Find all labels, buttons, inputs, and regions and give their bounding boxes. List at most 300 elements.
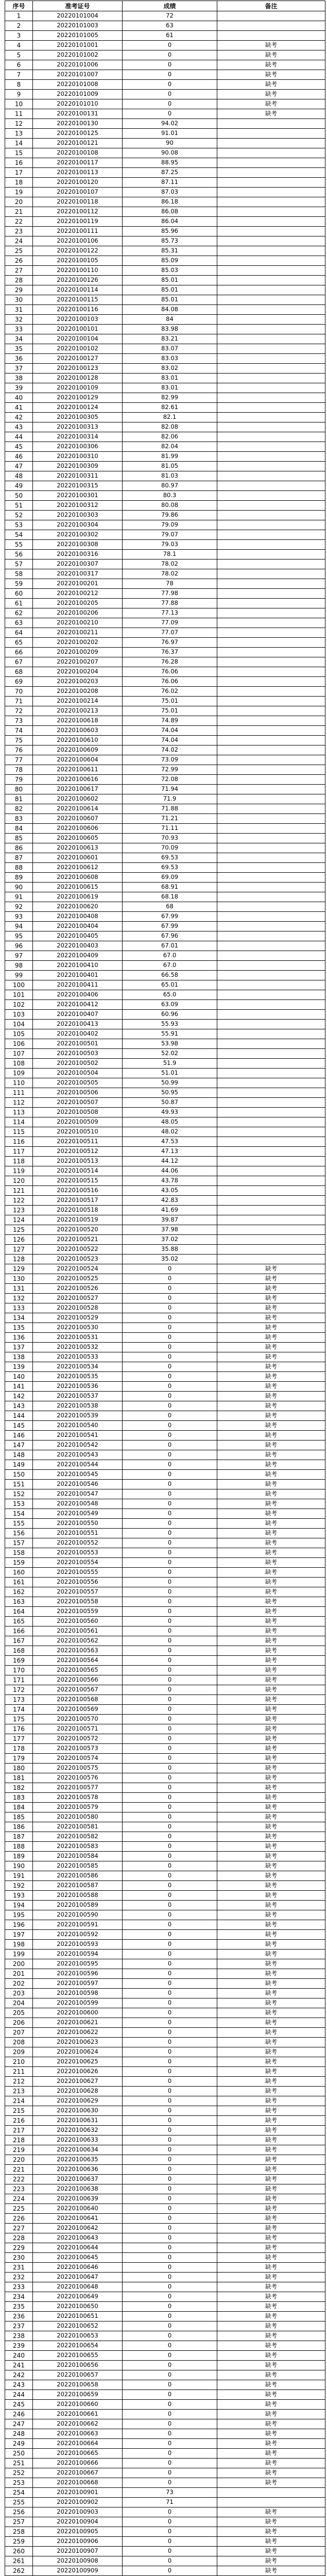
row-seq: 229 [5,2243,33,2253]
row-seq: 180 [5,1764,33,1773]
row-seq: 248 [5,2429,33,2439]
row-note: 缺考 [217,1284,325,1294]
row-score: 0 [123,2018,217,2028]
row-note: 缺考 [217,1470,325,1480]
row-exam-id: 20220100569 [33,1705,123,1715]
row-score: 0 [123,1352,217,1362]
table-row [5,1901,325,1910]
row-exam-id: 20220100538 [33,1401,123,1411]
row-seq: 46 [5,452,33,462]
row-seq: 116 [5,1137,33,1147]
row-note [217,207,325,217]
row-seq: 38 [5,374,33,383]
table-row [5,325,325,334]
row-score: 85.09 [123,256,217,266]
row-score: 39.87 [123,1215,217,1225]
row-score: 61 [123,31,217,41]
row-note: 缺考 [217,2302,325,2312]
row-note: 缺考 [217,1617,325,1626]
row-note [217,452,325,462]
row-score: 0 [123,1597,217,1607]
row-seq: 21 [5,207,33,217]
table-row [5,2556,325,2566]
row-exam-id: 20220100553 [33,1548,123,1558]
row-seq: 80 [5,785,33,794]
row-seq: 261 [5,2556,33,2566]
table-row [5,912,325,922]
row-score: 0 [123,1675,217,1685]
table-row [5,1235,325,1245]
row-note: 缺考 [217,2194,325,2204]
row-note [217,1206,325,1215]
table-row [5,2498,325,2507]
row-seq: 246 [5,2410,33,2419]
row-exam-id: 20220100609 [33,745,123,755]
row-seq: 45 [5,442,33,452]
row-note [217,1245,325,1255]
row-score: 82.99 [123,393,217,403]
row-seq: 187 [5,1832,33,1842]
table-row [5,1274,325,1284]
table-row [5,1695,325,1705]
row-score: 72.08 [123,775,217,785]
row-note [217,863,325,873]
row-score: 67.0 [123,961,217,971]
row-seq: 164 [5,1607,33,1617]
row-score: 0 [123,2136,217,2145]
row-seq: 10 [5,99,33,109]
table-row [5,168,325,178]
row-exam-id: 20220100302 [33,530,123,540]
row-exam-id: 20220100411 [33,980,123,990]
table-row [5,2136,325,2145]
row-exam-id: 20220100123 [33,364,123,374]
table-row [5,197,325,207]
table-row [5,2233,325,2243]
row-seq: 175 [5,1715,33,1724]
row-note [217,618,325,628]
row-note: 缺考 [217,41,325,50]
row-note [217,677,325,687]
row-seq: 202 [5,1979,33,1989]
row-score: 73 [123,2488,217,2498]
row-note [217,1029,325,1039]
row-exam-id: 20220100206 [33,608,123,618]
table-row [5,1489,325,1499]
row-exam-id: 20220100667 [33,2468,123,2478]
row-score: 0 [123,1636,217,1646]
row-note: 缺考 [217,1979,325,1989]
row-exam-id: 20220100120 [33,178,123,188]
table-row [5,1049,325,1059]
row-seq: 148 [5,1450,33,1460]
row-note: 缺考 [217,2184,325,2194]
row-exam-id: 20220100552 [33,1538,123,1548]
row-note: 缺考 [217,109,325,119]
row-note [217,491,325,501]
row-exam-id: 20220100909 [33,2566,123,2576]
row-seq: 240 [5,2351,33,2361]
row-note [217,1078,325,1088]
table-row [5,1450,325,1460]
row-score: 0 [123,1822,217,1832]
row-seq: 230 [5,2253,33,2263]
row-exam-id: 20220100204 [33,667,123,677]
row-score: 0 [123,2282,217,2292]
row-note [217,569,325,579]
row-score: 55.91 [123,1029,217,1039]
table-row [5,50,325,60]
row-exam-id: 20220100105 [33,256,123,266]
row-seq: 182 [5,1783,33,1793]
row-note: 缺考 [217,1675,325,1685]
table-row [5,1078,325,1088]
row-score: 47.53 [123,1137,217,1147]
row-note: 缺考 [217,1685,325,1695]
table-row [5,432,325,442]
row-note [217,922,325,931]
table-row [5,1548,325,1558]
row-exam-id: 20220100655 [33,2351,123,2361]
row-exam-id: 20220100903 [33,2507,123,2517]
table-row [5,1245,325,1255]
row-exam-id: 20220100108 [33,148,123,158]
row-seq: 20 [5,197,33,207]
row-exam-id: 20220100628 [33,2087,123,2096]
table-row [5,2419,325,2429]
row-note: 缺考 [217,1499,325,1509]
row-score: 0 [123,1333,217,1343]
row-seq: 257 [5,2517,33,2527]
row-exam-id: 20220100639 [33,2194,123,2204]
row-note: 缺考 [217,2028,325,2038]
row-exam-id: 20220100207 [33,657,123,667]
table-row [5,1137,325,1147]
table-row [5,491,325,501]
row-score: 0 [123,2517,217,2527]
row-note [217,315,325,325]
row-note: 缺考 [217,2527,325,2537]
row-exam-id: 20220100593 [33,1940,123,1950]
table-row [5,2096,325,2106]
row-exam-id: 20220100406 [33,990,123,1000]
row-exam-id: 20220100635 [33,2155,123,2165]
table-row [5,2341,325,2351]
row-score: 0 [123,1431,217,1440]
row-note: 缺考 [217,1274,325,1284]
row-seq: 243 [5,2380,33,2390]
row-exam-id: 20220100502 [33,1059,123,1069]
table-row [5,511,325,520]
row-seq: 179 [5,1754,33,1764]
table-row [5,2410,325,2419]
table-row [5,178,325,188]
row-note [217,1088,325,1098]
row-note: 缺考 [217,2380,325,2390]
table-row [5,2478,325,2488]
row-exam-id: 20220100505 [33,1078,123,1088]
row-exam-id: 20220100543 [33,1450,123,1460]
row-exam-id: 20220100301 [33,491,123,501]
row-score: 81.99 [123,452,217,462]
row-score: 70.09 [123,843,217,853]
row-exam-id: 20220100590 [33,1910,123,1920]
row-exam-id: 20220100601 [33,853,123,863]
row-note: 缺考 [217,2096,325,2106]
table-row [5,1597,325,1607]
row-seq: 144 [5,1411,33,1421]
table-row [5,2370,325,2380]
row-exam-id: 20220100643 [33,2233,123,2243]
row-seq: 231 [5,2263,33,2273]
row-score: 75.01 [123,706,217,716]
row-score: 76.06 [123,677,217,687]
row-note: 缺考 [217,1548,325,1558]
row-exam-id: 20220100604 [33,755,123,765]
row-exam-id: 20220100112 [33,207,123,217]
row-seq: 52 [5,511,33,520]
row-score: 83.01 [123,374,217,383]
row-exam-id: 20220100608 [33,873,123,883]
row-note [217,736,325,745]
table-row [5,638,325,648]
table-row [5,2145,325,2155]
row-exam-id: 20220100540 [33,1421,123,1431]
row-exam-id: 20220100403 [33,941,123,951]
table-row [5,1499,325,1509]
row-note: 缺考 [217,1940,325,1950]
row-note: 缺考 [217,2351,325,2361]
row-seq: 25 [5,246,33,256]
row-exam-id: 20220100620 [33,902,123,912]
row-score: 0 [123,2547,217,2556]
row-exam-id: 20220100209 [33,648,123,657]
row-exam-id: 20220100579 [33,1803,123,1812]
row-seq: 241 [5,2361,33,2370]
row-seq: 76 [5,745,33,755]
row-exam-id: 20220100592 [33,1930,123,1940]
row-seq: 201 [5,1969,33,1979]
row-seq: 69 [5,677,33,687]
row-score: 0 [123,2145,217,2155]
table-row [5,471,325,481]
row-seq: 133 [5,1303,33,1313]
row-score: 66.58 [123,971,217,980]
row-exam-id: 20220100664 [33,2439,123,2449]
row-seq: 28 [5,276,33,285]
table-row [5,1362,325,1372]
row-note [217,1049,325,1059]
row-seq: 227 [5,2224,33,2233]
row-note [217,716,325,726]
row-exam-id: 20220100584 [33,1852,123,1861]
row-seq: 251 [5,2459,33,2468]
row-exam-id: 20220100525 [33,1274,123,1284]
row-exam-id: 20220100589 [33,1901,123,1910]
row-note [217,785,325,794]
row-note: 缺考 [217,1392,325,1401]
row-note [217,599,325,608]
table-row [5,2057,325,2067]
row-exam-id: 20220100103 [33,315,123,325]
row-score: 0 [123,1715,217,1724]
row-exam-id: 20220100533 [33,1352,123,1362]
row-note: 缺考 [217,1489,325,1499]
table-row [5,1822,325,1832]
row-exam-id: 20220100636 [33,2165,123,2175]
table-row [5,227,325,236]
row-note: 缺考 [217,1343,325,1352]
row-note: 缺考 [217,2468,325,2478]
row-score: 51.9 [123,1059,217,1069]
row-exam-id: 20220100610 [33,736,123,745]
row-note: 缺考 [217,2057,325,2067]
row-seq: 250 [5,2449,33,2459]
row-exam-id: 20220100901 [33,2488,123,2498]
row-seq: 93 [5,912,33,922]
table-row [5,1861,325,1871]
row-score: 83.98 [123,325,217,334]
row-score: 88.95 [123,158,217,168]
row-score: 0 [123,2302,217,2312]
row-score: 87.25 [123,168,217,178]
row-score: 0 [123,1861,217,1871]
row-note [217,21,325,31]
row-score: 35.88 [123,1245,217,1255]
row-score: 0 [123,1920,217,1930]
row-seq: 105 [5,1029,33,1039]
row-score: 0 [123,1264,217,1274]
row-seq: 207 [5,2028,33,2038]
table-row [5,1313,325,1323]
row-note: 缺考 [217,2449,325,2459]
table-row [5,1646,325,1656]
row-seq: 188 [5,1842,33,1852]
table-row [5,657,325,667]
table-row [5,608,325,618]
row-score: 0 [123,1303,217,1313]
row-note: 缺考 [217,1842,325,1852]
table-row [5,403,325,413]
row-score: 0 [123,1803,217,1812]
row-note: 缺考 [217,1382,325,1392]
row-score: 0 [123,1930,217,1940]
table-row [5,2459,325,2468]
row-exam-id: 20220100578 [33,1793,123,1803]
row-note [217,902,325,912]
table-row [5,2321,325,2331]
row-exam-id: 20220100602 [33,794,123,804]
row-score: 0 [123,1519,217,1529]
row-seq: 62 [5,608,33,618]
row-score: 80.3 [123,491,217,501]
row-score: 86.08 [123,207,217,217]
table-row [5,941,325,951]
row-exam-id: 20220100554 [33,1558,123,1568]
row-exam-id: 20220100542 [33,1440,123,1450]
table-row [5,1117,325,1127]
row-seq: 170 [5,1666,33,1675]
table-row [5,2194,325,2204]
row-score: 0 [123,1499,217,1509]
row-exam-id: 20220100623 [33,2038,123,2047]
row-exam-id: 20220100648 [33,2282,123,2292]
row-note: 缺考 [217,2507,325,2517]
row-exam-id: 20220100583 [33,1842,123,1852]
row-score: 85.73 [123,236,217,246]
table-row [5,1812,325,1822]
row-seq: 181 [5,1773,33,1783]
row-exam-id: 20220100506 [33,1088,123,1098]
row-exam-id: 20220100565 [33,1666,123,1675]
row-score: 86.04 [123,217,217,227]
row-seq: 244 [5,2390,33,2400]
row-score: 0 [123,2331,217,2341]
row-note [217,246,325,256]
header-row [5,1,325,11]
row-seq: 74 [5,726,33,736]
row-exam-id: 20220100530 [33,1323,123,1333]
row-score: 60.96 [123,1010,217,1020]
table-row [5,961,325,971]
row-score: 0 [123,1685,217,1695]
row-exam-id: 20220100213 [33,706,123,716]
row-exam-id: 20220100102 [33,344,123,354]
row-seq: 167 [5,1636,33,1646]
row-exam-id: 20220100654 [33,2341,123,2351]
row-exam-id: 20220100568 [33,1695,123,1705]
row-note: 缺考 [217,2439,325,2449]
row-seq: 81 [5,794,33,804]
row-note: 缺考 [217,1519,325,1529]
row-exam-id: 20220100125 [33,129,123,139]
row-exam-id: 20220100546 [33,1480,123,1489]
row-exam-id: 20220100311 [33,471,123,481]
row-score: 71.11 [123,824,217,834]
row-exam-id: 20220100908 [33,2556,123,2566]
table-row [5,1920,325,1930]
table-row [5,2253,325,2263]
row-score: 0 [123,1959,217,1969]
row-score: 0 [123,1450,217,1460]
row-note [217,560,325,569]
row-seq: 94 [5,922,33,931]
row-seq: 233 [5,2282,33,2292]
row-note: 缺考 [217,1793,325,1803]
table-row [5,814,325,824]
row-seq: 70 [5,687,33,697]
table-row [5,1343,325,1352]
row-note: 缺考 [217,90,325,99]
table-row [5,1734,325,1744]
row-note [217,550,325,560]
row-seq: 224 [5,2194,33,2204]
row-seq: 259 [5,2537,33,2547]
row-seq: 30 [5,295,33,305]
row-exam-id: 20220100577 [33,1783,123,1793]
row-score: 0 [123,1440,217,1450]
row-seq: 156 [5,1529,33,1538]
row-note: 缺考 [217,2155,325,2165]
row-exam-id: 20220100631 [33,2116,123,2126]
row-exam-id: 20220100202 [33,638,123,648]
row-note: 缺考 [217,1901,325,1910]
row-exam-id: 20220100600 [33,2008,123,2018]
row-seq: 6 [5,60,33,70]
row-seq: 8 [5,80,33,90]
table-row [5,824,325,834]
row-score: 83.02 [123,364,217,374]
